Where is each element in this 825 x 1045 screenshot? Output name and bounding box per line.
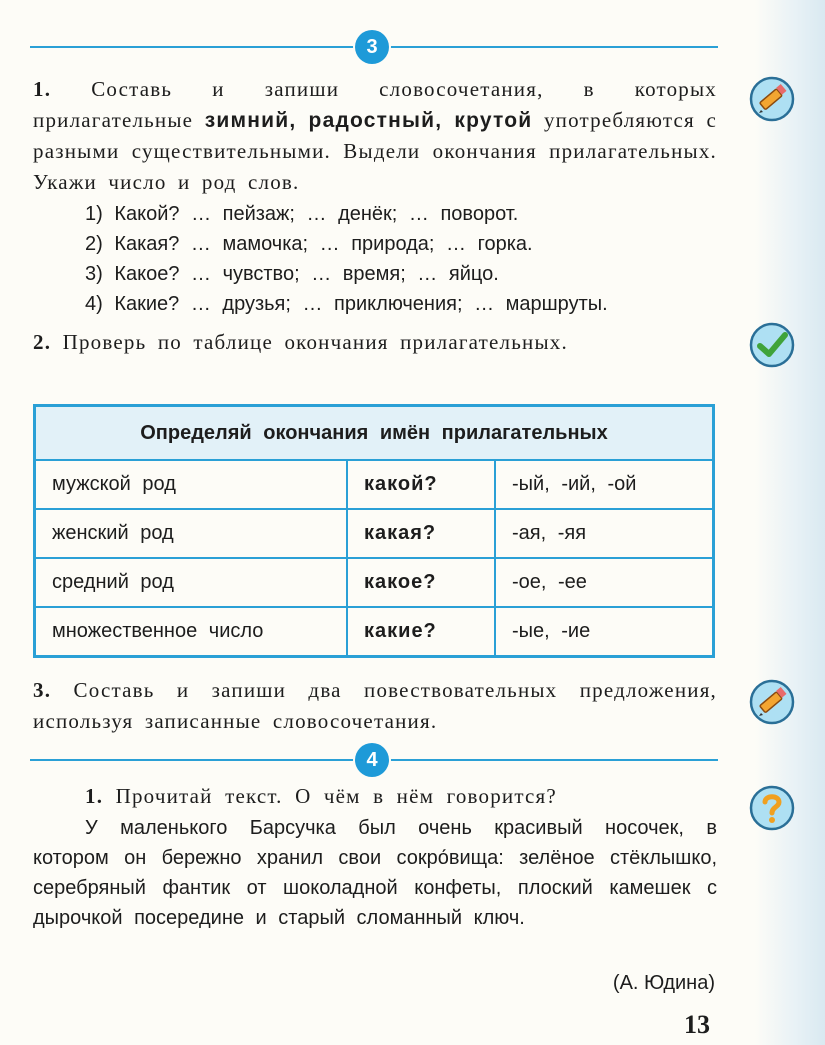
task-3 [33, 675, 717, 737]
story-author: (А. Юдина) [612, 972, 715, 994]
table-cell-endings: -ый, -ий, -ой [495, 460, 714, 509]
table-cell-gender: мужской род [35, 460, 348, 509]
table-cell-question: какой? [347, 460, 495, 509]
story-text: У маленького Барсучка был очень красивый носочек, в котором он бережно хранил свои сокро́вища: зелёное стёклышко, серебряный фантик от шоколадной конфеты, плоский камешек с дырочкой посередине и старый сломанный ключ. [33, 817, 717, 929]
page-number: 13 [684, 1010, 710, 1039]
table-row [35, 558, 714, 607]
table-cell-gender: множественное число [35, 607, 348, 656]
table-cell-endings: -ая, -яя [495, 509, 714, 558]
list-item: 1) Какой? … пейзаж; … денёк; … поворот. [85, 203, 519, 225]
task-1 [33, 74, 717, 198]
adjective-endings-table [33, 404, 715, 658]
table-cell-gender: средний род [35, 558, 348, 607]
table-cell-endings: -ое, -ее [495, 558, 714, 607]
table-cell-question: какая? [347, 509, 495, 558]
table-cell-endings: -ые, -ие [495, 607, 714, 656]
list-item: 3) Какое? … чувство; … время; … яйцо. [85, 263, 499, 285]
task-text: Прочитай текст. О чём в нём говорится? [115, 784, 557, 808]
task-text: Составь и запиши два повествовательных предложения, используя записанные словосочетания. [33, 678, 718, 733]
task-number: 2. [33, 330, 52, 354]
page-edge-strip [755, 0, 825, 1045]
list-item: 4) Какие? … друзья; … приключения; … маршруты. [85, 293, 608, 315]
section-divider-4 [30, 740, 718, 780]
table-row [35, 509, 714, 558]
question-icon [748, 784, 796, 832]
task-text: употребляются с разными существительными. Выдели окончания прилагательных. Укажи число и род слов. [33, 108, 717, 194]
task-number: 3. [33, 678, 52, 702]
exercise-list [85, 199, 715, 319]
task-number: 1. [85, 784, 104, 808]
pencil-icon [748, 678, 796, 726]
task-text: Проверь по таблице окончания прилагательных. [62, 330, 568, 354]
task-number: 1. [33, 77, 52, 101]
section-number: 3 [355, 30, 389, 64]
section-number: 4 [355, 743, 389, 777]
table-cell-question: какое? [347, 558, 495, 607]
task-2 [33, 327, 717, 358]
check-icon [748, 321, 796, 369]
list-item: 2) Какая? … мамочка; … природа; … горка. [85, 233, 533, 255]
table-cell-gender: женский род [35, 509, 348, 558]
task-4-1 [33, 781, 717, 812]
table-cell-question: какие? [347, 607, 495, 656]
table-row [35, 607, 714, 656]
task-text: Составь и запиши словосочетания, в которых прилагательные [33, 77, 718, 132]
table-row [35, 460, 714, 509]
pencil-icon [748, 75, 796, 123]
table-title: Определяй окончания имён прилагательных [35, 406, 714, 461]
task-keywords: зимний, радостный, крутой [204, 109, 533, 132]
section-divider-3 [30, 27, 718, 67]
